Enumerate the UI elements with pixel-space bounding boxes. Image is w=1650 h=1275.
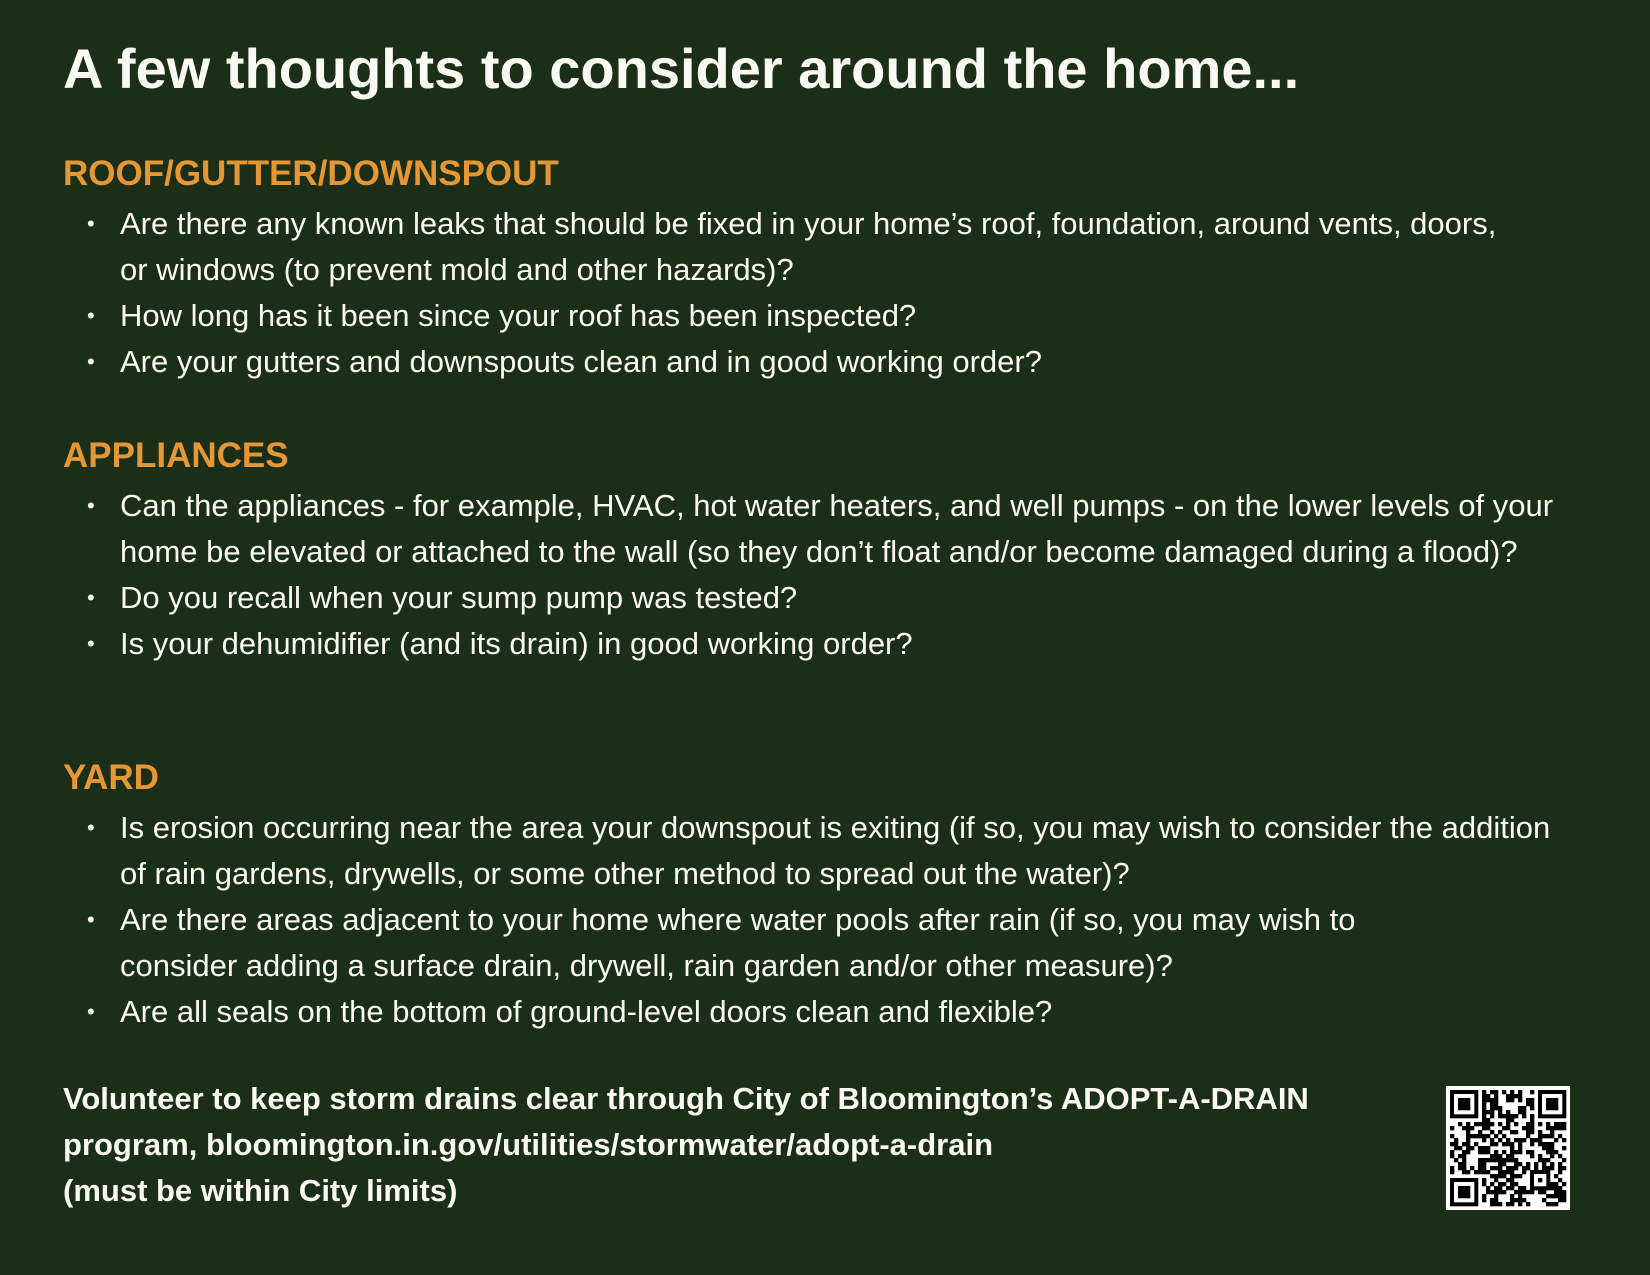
list-item [63,483,1575,575]
footer-line: Volunteer to keep storm drains clear through City of Bloomington’s ADOPT-A-DRAIN [63,1081,1309,1116]
adopt-a-drain-note [63,1076,1433,1214]
list-item-text: How long has it been since your roof has been inspected? [120,298,917,333]
list-item-text: Is your dehumidifier (and its drain) in good working order? [120,626,913,661]
list-item-text: Are there any known leaks that should be fixed in your home’s roof, foundation, around vents, doors, or windows (to prevent mold and other hazards)? [120,206,1497,287]
list-item [63,201,1510,293]
bullet-list [63,483,1583,667]
list-item [63,575,1583,621]
list-item [63,621,1583,667]
footer-line: (must be within City limits) [63,1173,458,1208]
bullet-list [63,805,1583,1035]
section-heading: APPLIANCES [63,436,289,475]
list-item [63,805,1575,897]
section-heading: YARD [63,758,159,797]
list-item [63,897,1440,989]
list-item-text: Is erosion occurring near the area your downspout is exiting (if so, you may wish to consider the addition of rain gardens, drywells, or some other method to spread out the water)? [120,810,1551,891]
bullet-list [63,201,1583,385]
qr-code-graphic [1446,1086,1570,1210]
bullet-icon: • [87,349,95,374]
bullet-icon: • [87,815,95,840]
list-item-text: Are there areas adjacent to your home where water pools after rain (if so, you may wish to consider adding a surface drain, drywell, rain garden and/or other measure)? [120,902,1356,983]
list-item [63,293,1583,339]
list-item [63,989,1583,1035]
footer-link-line[interactable]: program, bloomington.in.gov/utilities/stormwater/adopt-a-drain [63,1127,994,1162]
bullet-icon: • [87,999,95,1024]
bullet-icon: • [87,303,95,328]
section-roof-gutter-downspout [63,150,1583,385]
list-item-text: Are all seals on the bottom of ground-level doors clean and flexible? [120,994,1053,1029]
bullet-icon: • [87,585,95,610]
bullet-icon: • [87,631,95,656]
page-title: A few thoughts to consider around the home... [63,37,1300,100]
qr-code-icon[interactable] [1446,1086,1570,1210]
bullet-icon: • [87,493,95,518]
bullet-icon: • [87,211,95,236]
list-item-text: Are your gutters and downspouts clean and in good working order? [120,344,1042,379]
list-item-text: Do you recall when your sump pump was tested? [120,580,798,615]
section-appliances [63,432,1583,667]
list-item-text: Can the appliances - for example, HVAC, hot water heaters, and well pumps - on the lower levels of your home be elevated or attached to the wall (so they don’t float and/or become damaged during a flood)? [120,488,1554,569]
section-yard [63,754,1583,1035]
list-item [63,339,1583,385]
bullet-icon: • [87,907,95,932]
section-heading: ROOF/GUTTER/DOWNSPOUT [63,154,559,193]
